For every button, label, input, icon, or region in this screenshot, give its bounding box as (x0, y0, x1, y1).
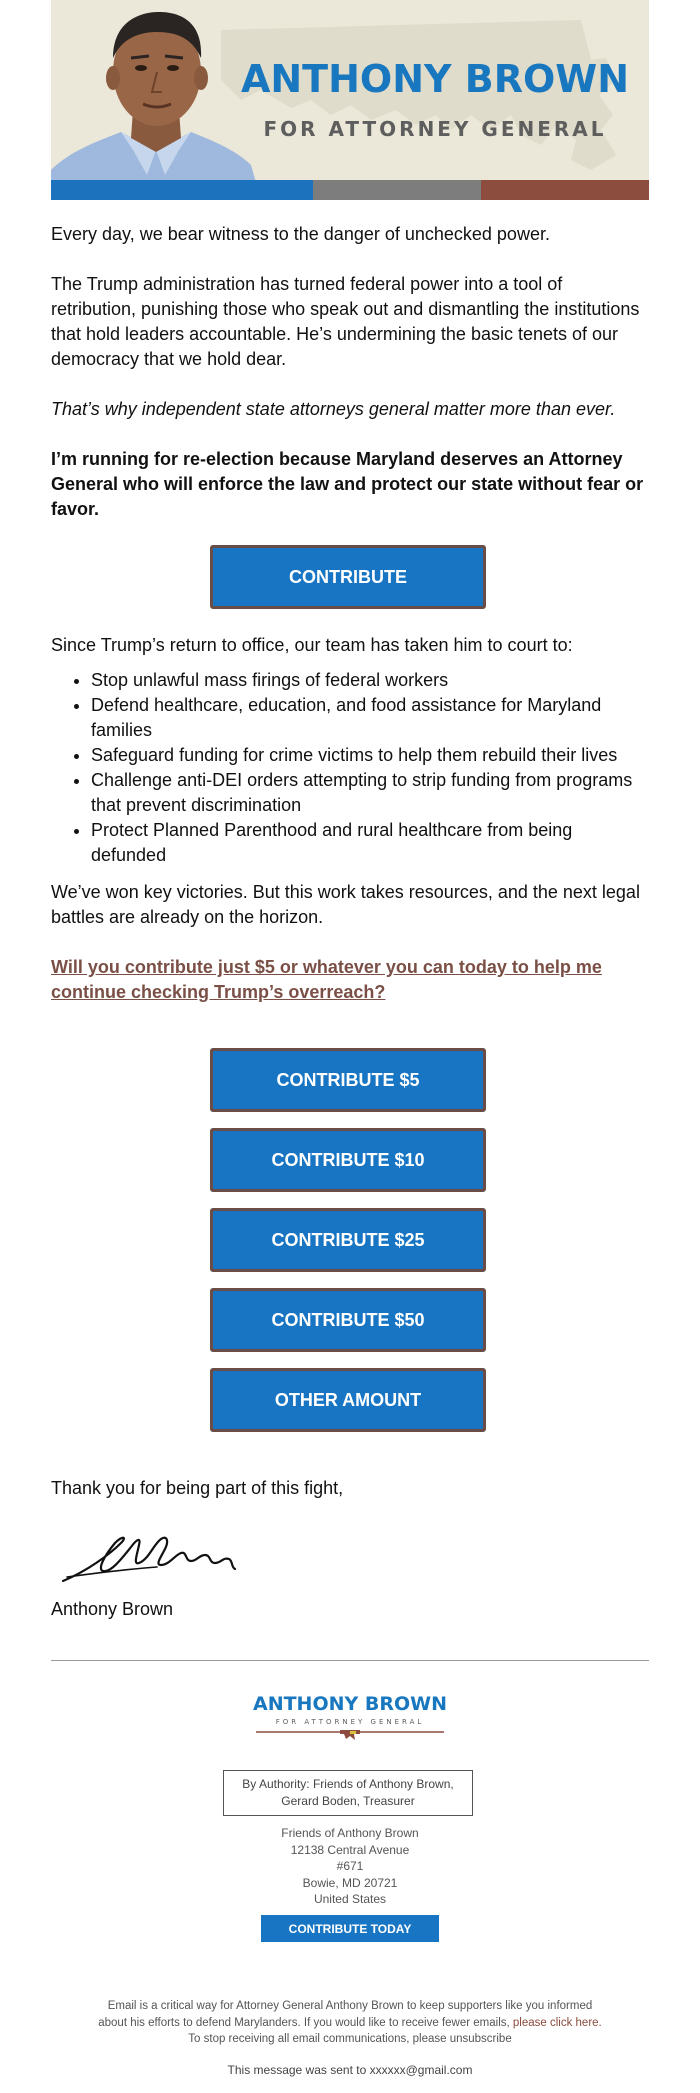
address-line: #671 (336, 1859, 364, 1873)
contribute-today-button[interactable]: CONTRIBUTE TODAY (261, 1915, 439, 1942)
email-body (51, 0, 649, 2077)
footer-divider (51, 1660, 649, 1661)
fewer-emails-link[interactable]: please click here. (512, 2016, 602, 2029)
address-line: United States (313, 1892, 387, 1906)
lawsuit-list (51, 668, 649, 868)
header-stripe-brown (481, 180, 649, 200)
header-stripe-blue (51, 180, 313, 200)
header-banner (51, 0, 649, 200)
candidate-portrait (51, 0, 261, 200)
list-item: • Challenge anti-DEI orders attempting to strip funding from programs that prevent discrimination (91, 768, 649, 818)
contribute-50-button[interactable]: CONTRIBUTE $50 (210, 1288, 486, 1352)
list-item: • Defend healthcare, education, and food assistance for Maryland families (91, 693, 649, 743)
contribute-10-button[interactable]: CONTRIBUTE $10 (210, 1128, 486, 1192)
authority-line-1: By Authority: Friends of Anthony Brown, (242, 1777, 454, 1791)
address-line: Friends of Anthony Brown (281, 1826, 419, 1840)
mailing-address (51, 1825, 649, 1908)
header-stripe-gray (313, 180, 481, 200)
unsubscribe-line[interactable]: To stop receiving all email communications, please unsubscribe (188, 2033, 512, 2045)
intro-paragraph-1: Every day, we bear witness to the danger of unchecked power. (51, 224, 550, 244)
legal-line-1: Email is a critical way for Attorney General Anthony Brown to keep supporters like you informed (107, 2000, 593, 2012)
intro-paragraph-2: The Trump administration has turned federal power into a tool of retribution, punishing those who speak out and dismantling the institutions that hold leaders accountable. He’s undermining the basic tenets of our democracy that we hold dear. (51, 274, 640, 369)
donation-ask-link[interactable]: Will you contribute just $5 or whatever you can today to help me continue checking Trump’s overreach? (51, 957, 602, 1002)
footer-logo-name: ANTHONY BROWN (252, 1693, 448, 1715)
legal-line-2-text: about his efforts to defend Marylanders. If you would like to receive fewer emails, (98, 2016, 513, 2029)
address-line: Bowie, MD 20721 (302, 1875, 398, 1890)
contribute-button[interactable]: CONTRIBUTE (210, 545, 486, 609)
closing-thanks: Thank you for being part of this fight, (51, 1478, 344, 1498)
authority-line-2: Gerard Boden, Treasurer (281, 1794, 415, 1808)
intro-paragraph-4: I’m running for re-election because Maryland deserves an Attorney General who will enforce the law and protect our state without fear or favor. (51, 449, 644, 519)
header-name: ANTHONY BROWN (240, 57, 630, 101)
list-item: • Safeguard funding for crime victims to help them rebuild their lives (91, 743, 649, 768)
sent-to-notice: This message was sent to xxxxxx@gmail.com (227, 2063, 473, 2077)
address-line: 12138 Central Avenue (290, 1842, 410, 1857)
other-amount-button[interactable]: OTHER AMOUNT (210, 1368, 486, 1432)
contribute-5-button[interactable]: CONTRIBUTE $5 (210, 1048, 486, 1112)
list-item: • Stop unlawful mass firings of federal workers (91, 668, 649, 693)
legal-notice (71, 1998, 629, 2048)
signature-image (57, 1525, 247, 1587)
list-item: • Protect Planned Parenthood and rural healthcare from being defunded (91, 818, 649, 868)
maryland-map-watermark (221, 20, 641, 190)
contribute-25-button[interactable]: CONTRIBUTE $25 (210, 1208, 486, 1272)
footer-logo-subtitle: FOR ATTORNEY GENERAL (275, 1718, 425, 1726)
authority-box (223, 1770, 473, 1816)
intro-paragraph-3: That’s why independent state attorneys general matter more than ever. (51, 399, 616, 419)
signer-name: Anthony Brown (51, 1599, 174, 1619)
record-after: We’ve won key victories. But this work takes resources, and the next legal battles are already on the horizon. (51, 882, 640, 927)
header-subtitle: FOR ATTORNEY GENERAL (263, 117, 607, 141)
legal-line-2 (71, 2015, 629, 2032)
maryland-logo-icon (256, 1728, 444, 1742)
record-lead: Since Trump’s return to office, our team has taken him to court to: (51, 635, 573, 655)
